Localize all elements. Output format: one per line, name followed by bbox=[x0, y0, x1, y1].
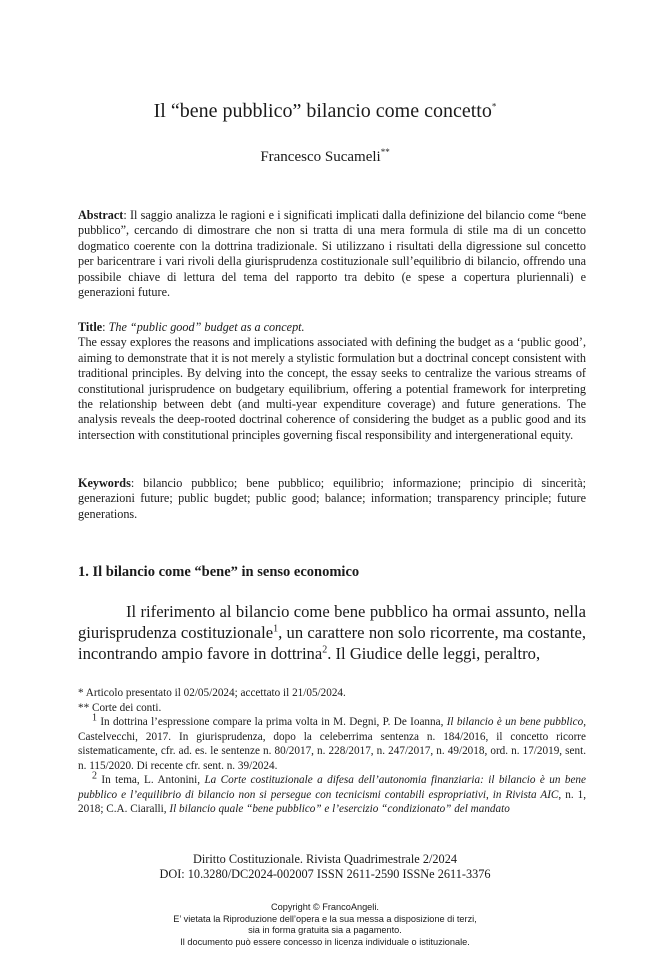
footnote-2-italic-3: Il bilancio quale “bene pubblico” e l’esercizio “condizionato” del mandato bbox=[169, 803, 510, 815]
copyright-notice bbox=[0, 902, 650, 948]
footnote-2-number: 2 bbox=[92, 770, 97, 782]
journal-doi: DOI: 10.3280/DC2024-002007 ISSN 2611-2590 ISSNe 2611-3376 bbox=[159, 867, 491, 881]
english-title-label: Title bbox=[78, 320, 103, 334]
english-abstract bbox=[78, 320, 586, 443]
footnote-2-italic-1: La Corte costituzionale a difesa dell’autonomia finanziaria: il bilancio è un bene pubblico e l’equilibrio di bilancio non si persegue con tecnicismi contabili espropriativi bbox=[78, 774, 586, 801]
footnote-1-number: 1 bbox=[92, 712, 97, 724]
journal-name: Diritto Costituzionale. Rivista Quadrimestrale 2/2024 bbox=[193, 852, 457, 866]
journal-info bbox=[0, 852, 650, 882]
copyright-line-4: Il documento può essere concesso in licenza individuale o istituzionale. bbox=[180, 936, 470, 947]
body-part-2: , un carattere non solo ricorrente, ma costante, incontrando ampio favore in dottrina bbox=[78, 623, 586, 663]
footnote-2-text-b: , bbox=[485, 788, 493, 801]
body-paragraph bbox=[78, 601, 586, 664]
english-title-sep: : bbox=[102, 320, 109, 334]
title-footnote-mark: * bbox=[491, 101, 497, 112]
abstract-label: Abstract bbox=[78, 208, 124, 222]
footnote-ref-1[interactable]: 1 bbox=[273, 623, 279, 635]
author-name: Francesco Sucameli bbox=[260, 149, 381, 165]
body-part-3: . Il Giudice delle leggi, peraltro, bbox=[327, 644, 541, 663]
footnote-1 bbox=[78, 712, 587, 773]
footnote-1-text-a: In dottrina l’espressione compare la prima volta in M. Degni, P. De Ioanna, bbox=[97, 716, 447, 728]
footnote-1-text-b: , Castelvecchi, 2017. In giurisprudenza, dopo la celeberrima sentenza n. 184/2016, il concetto ricorre sistematicamente, cfr. ad. es. le sentenze n. 80/2017, n. 228/2017, n. 247/2017, n. 49/2018, ord. n. 17/2019, sent. n. 115/2020. Di recente cfr. sent. n. 39/2024. bbox=[78, 716, 587, 772]
keywords-label: Keywords bbox=[78, 476, 131, 490]
paper-title-text: Il “bene pubblico” bilancio come concetto bbox=[153, 100, 492, 122]
footnote-star2: ** Corte dei conti. bbox=[78, 701, 162, 714]
footnote-star: * Articolo presentato il 02/05/2024; accettato il 21/05/2024. bbox=[78, 687, 346, 699]
author-footnote-mark: ** bbox=[380, 147, 390, 157]
paper-title bbox=[0, 99, 650, 123]
abstract bbox=[78, 208, 586, 300]
english-abstract-text: The essay explores the reasons and implications associated with defining the budget as a ‘public good’, aiming to demonstrate that it is not merely a stylistic formulation but a doctrinal concept consistent with traditional principles. By delving into the concept, the essay seeks to centralize the various streams of constitutional jurisprudence on budgetary equilibrium, offering a potential framework for interpreting the relationship between debt (and multi-year expenditure coverage) and future generations. The analysis reveals the deep-rooted doctrinal coherence of considering the budget as a public good and its intersection with constitutional principles governing fiscal responsibility and intergenerational equity. bbox=[78, 335, 586, 442]
footnote-2-text-a: In tema, L. Antonini, bbox=[97, 774, 205, 786]
keywords bbox=[78, 476, 586, 522]
english-title: The “public good” budget as a concept. bbox=[108, 320, 305, 334]
footnote-ref-2[interactable]: 2 bbox=[322, 644, 328, 656]
copyright-line-1: Copyright © FrancoAngeli. bbox=[271, 902, 379, 912]
footnote-2 bbox=[78, 770, 587, 817]
footnote-1-italic: Il bilancio è un bene pubblico bbox=[446, 716, 584, 728]
footnote-2-text-c: , n. 1, 2018; C.A. Ciaralli, bbox=[78, 788, 587, 815]
body-part-1: Il riferimento al bilancio come bene pubblico ha ormai assunto, nella giurisprudenza costituzionale bbox=[78, 602, 586, 642]
keywords-text: : bilancio pubblico; bene pubblico; equilibrio; informazione; principio di sincerità; generazioni future; public bugdet; public good; balance; information; transparency principle; future generations. bbox=[78, 476, 586, 521]
footnotes bbox=[78, 686, 586, 817]
author bbox=[0, 147, 650, 167]
section-heading: 1. Il bilancio come “bene” in senso economico bbox=[78, 564, 360, 580]
copyright-line-2: E’ vietata la Riproduzione dell’opera e la sua messa a disposizione di terzi, bbox=[173, 913, 477, 924]
abstract-text: : Il saggio analizza le ragioni e i significati implicati dalla definizione del bilancio come “bene pubblico”, cercando di dimostrare che non si tratta di una mera formula di stile ma di un concetto dogmatico coerente con la dottrina tradizionale. Si utilizzano i risultati della digressione sul concetto per baricentrare i vari rivoli della giurisprudenza costituzionale sull’equilibrio di bilancio, offrendo una possibile chiave di lettura del tema del rapporto tra debito (e spese a copertura pluriennali) e generazioni future. bbox=[78, 208, 586, 300]
copyright-line-3: sia in forma gratuita sia a pagamento. bbox=[248, 925, 402, 936]
footnote-2-italic-2: in Rivista AIC bbox=[492, 788, 559, 801]
